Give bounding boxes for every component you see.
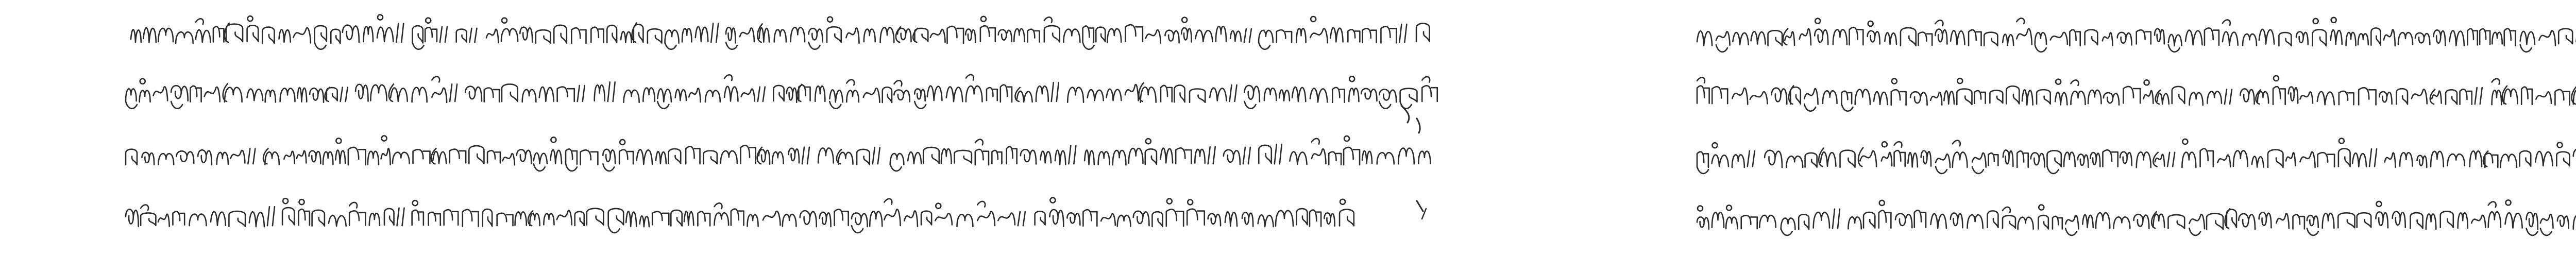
right-line-4 <box>1695 193 2576 250</box>
handwriting-strokes <box>126 136 1430 171</box>
right-page <box>1525 0 2576 256</box>
gutter-marks <box>1381 0 1443 256</box>
handwriting-strokes <box>131 15 1430 49</box>
right-line-1 <box>1695 13 2576 64</box>
handwriting-strokes <box>1697 76 2576 111</box>
right-line-3 <box>1695 131 2576 188</box>
left-line-4 <box>124 191 1376 247</box>
handwriting-strokes <box>1697 18 2576 52</box>
right-line-2 <box>1695 72 2576 124</box>
left-line-1 <box>129 10 1448 62</box>
handwriting-strokes <box>126 198 1354 233</box>
left-line-2 <box>124 70 1448 121</box>
handwriting-strokes <box>126 75 1437 109</box>
left-line-3 <box>124 129 1448 185</box>
handwriting-strokes <box>1697 200 2576 235</box>
handwriting-strokes <box>1697 139 2576 174</box>
